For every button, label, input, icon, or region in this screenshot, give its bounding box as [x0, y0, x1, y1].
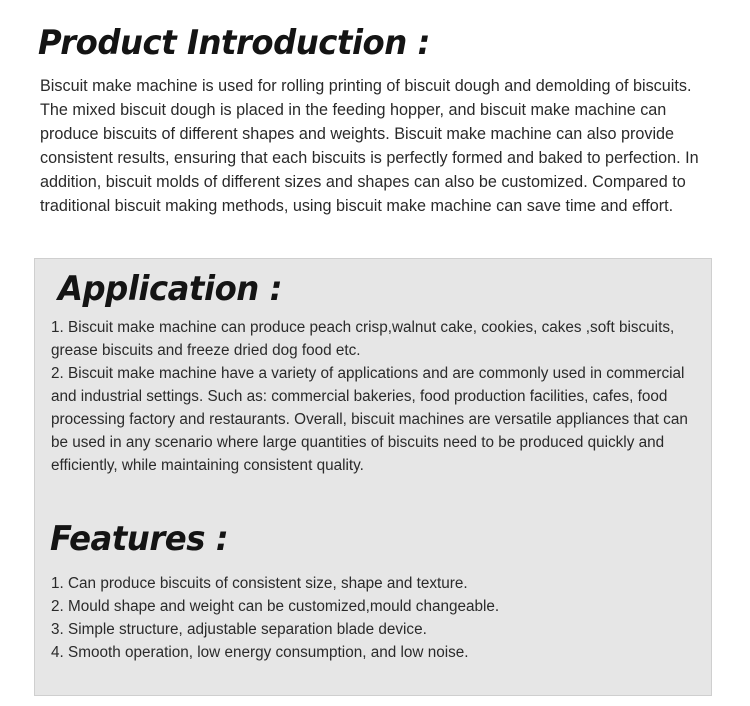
application-item: 2. Biscuit make machine have a variety of applications and are commonly used in commercial and industrial settings. Such as: commercial bakeries, food production facilities, cafes, food processing factory and restaurants. Overall, biscuit machines are versatile appliances that can be used in any scenario where large quantities of biscuits need to be produced quickly and efficiently, while maintaining consistent quality.	[51, 365, 688, 474]
application-list	[51, 316, 701, 477]
feature-item: 2. Mould shape and weight can be customized,mould changeable.	[51, 598, 500, 615]
application-heading: Application :	[58, 269, 283, 309]
product-introduction-text: Biscuit make machine is used for rolling printing of biscuit dough and demolding of biscuits. The mixed biscuit dough is placed in the feeding hopper, and biscuit make machine can produce biscuits of different shapes and weights. Biscuit make machine can also provide consistent results, ensuring that each biscuits is perfectly formed and baked to perfection. In addition, biscuit molds of different sizes and shapes can also be customized. Compared to traditional biscuit making methods, using biscuit make machine can save time and effort.	[40, 77, 699, 215]
feature-item: 4. Smooth operation, low energy consumption, and low noise.	[51, 644, 469, 661]
features-list	[51, 572, 701, 664]
product-introduction-heading: Product Introduction :	[38, 23, 430, 63]
feature-item: 1. Can produce biscuits of consistent size, shape and texture.	[51, 575, 468, 592]
application-item: 1. Biscuit make machine can produce peach crisp,walnut cake, cookies, cakes ,soft biscuits, grease biscuits and freeze dried dog food etc.	[51, 319, 675, 359]
features-heading: Features :	[50, 519, 229, 559]
feature-item: 3. Simple structure, adjustable separation blade device.	[51, 621, 427, 638]
